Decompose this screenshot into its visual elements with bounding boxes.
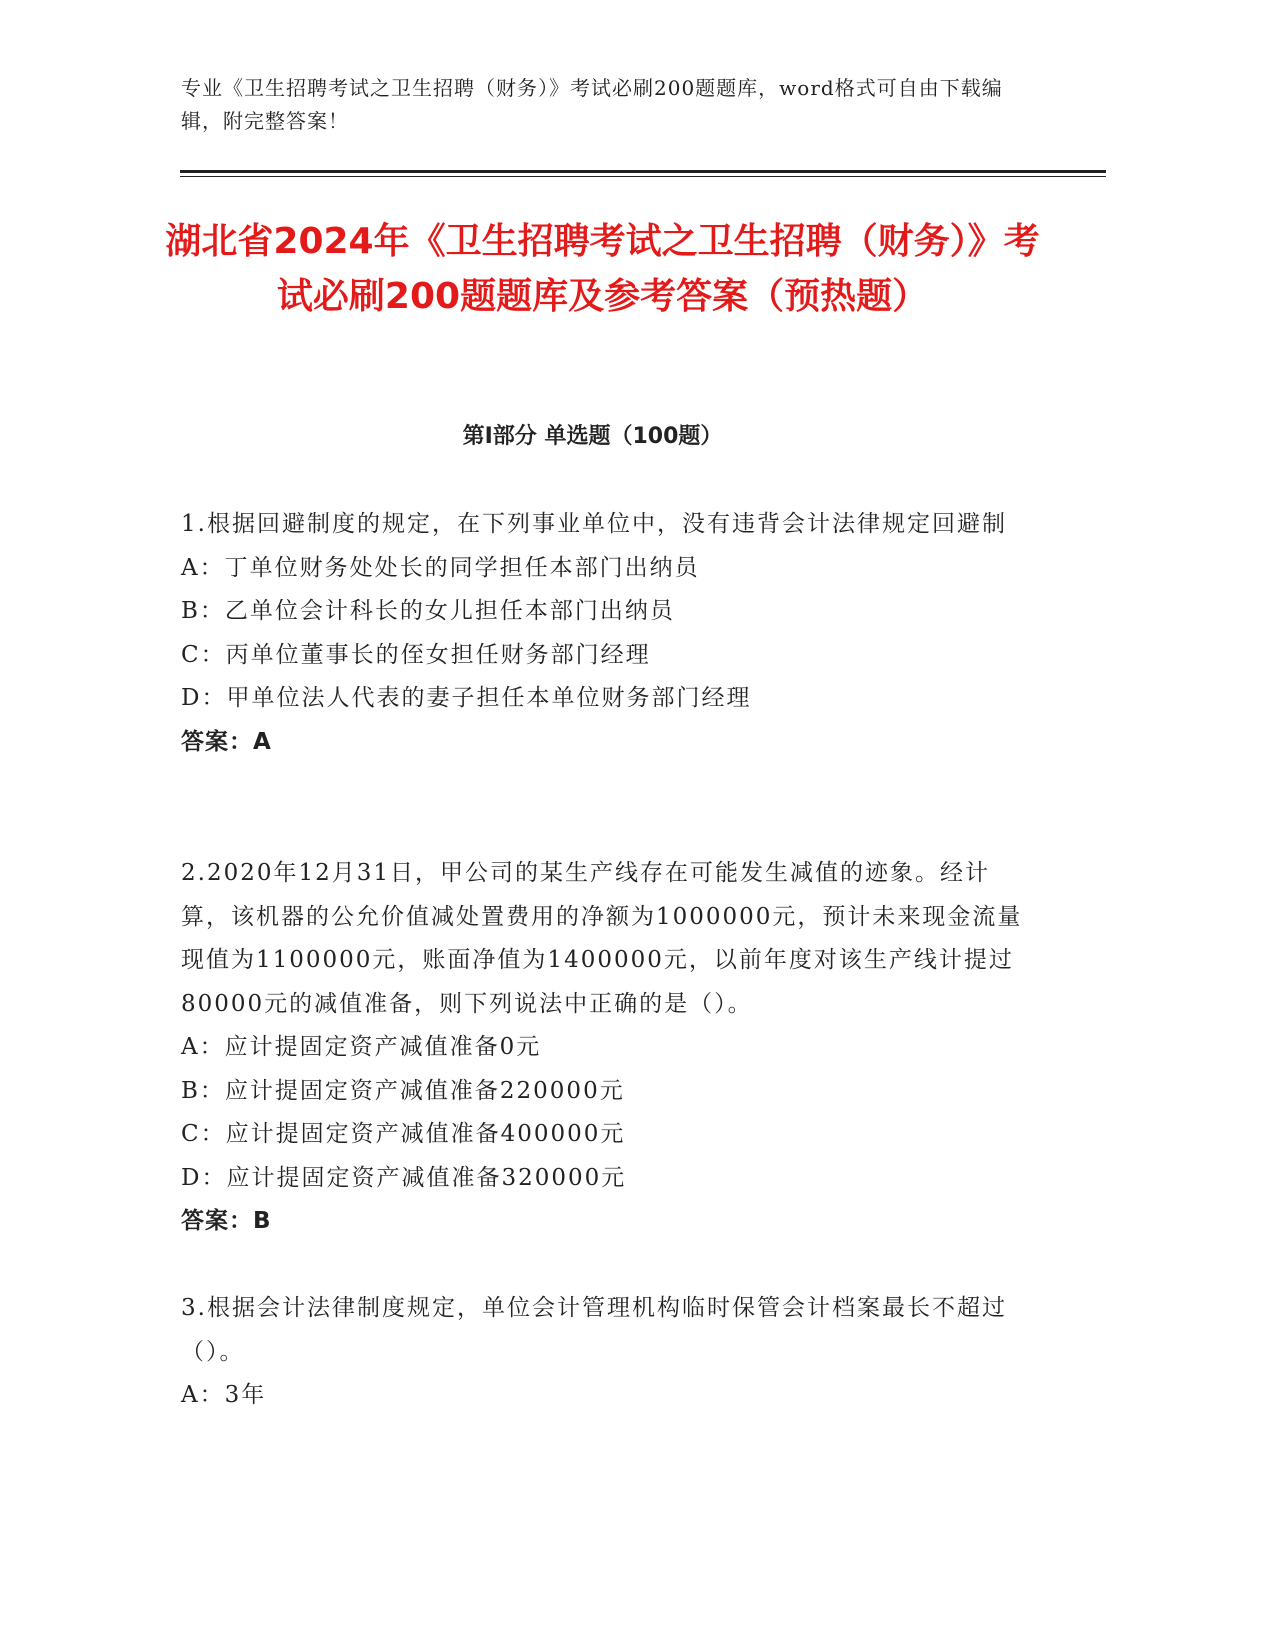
question-stem: 2.2020年12月31日，甲公司的某生产线存在可能发生减值的迹象。经计算，该机器的公允价值减处置费用的净额为1000000元，预计未来现金流量现值为1100000元，账面净值为1400000元，以前年度对该生产线计提过80000元的减值准备，则下列说法中正确的是（）。 — [181, 860, 1023, 1017]
document-title: 湖北省2024年《卫生招聘考试之卫生招聘（财务）》考试必刷200题题库及参考答案（预热题） — [165, 221, 1040, 317]
section-title: 第Ⅰ部分 单选题（100题） — [462, 424, 723, 449]
option-a: A：丁单位财务处处长的同学担任本部门出纳员 — [181, 554, 700, 581]
option-c: C：丙单位董事长的侄女担任财务部门经理 — [181, 641, 651, 668]
option-d: D：应计提固定资产减值准备320000元 — [181, 1164, 627, 1191]
option-d: D：甲单位法人代表的妻子担任本单位财务部门经理 — [181, 685, 752, 711]
header-note: 专业《卫生招聘考试之卫生招聘（财务）》考试必刷200题题库，word格式可自由下载编辑，附完整答案！ — [181, 76, 1003, 133]
answer: 答案：B — [181, 1208, 272, 1234]
header-rule-thin — [180, 176, 1106, 177]
question-2 — [181, 852, 1031, 1244]
option-a: A：应计提固定资产减值准备0元 — [181, 1034, 542, 1060]
question-3 — [181, 1287, 1031, 1418]
question-stem: 3.根据会计法律制度规定，单位会计管理机构临时保管会计档案最长不超过（）。 — [181, 1295, 1007, 1365]
option-a: A：3年 — [181, 1382, 267, 1408]
answer: 答案：A — [181, 728, 272, 755]
question-1 — [181, 503, 1031, 764]
header-rule-thick — [180, 170, 1106, 173]
option-b: B：乙单位会计科长的女儿担任本部门出纳员 — [181, 598, 675, 624]
question-stem: 1.根据回避制度的规定，在下列事业单位中，没有违背会计法律规定回避制 — [181, 511, 1007, 537]
option-c: C：应计提固定资产减值准备400000元 — [181, 1121, 626, 1147]
option-b: B：应计提固定资产减值准备220000元 — [181, 1077, 625, 1104]
